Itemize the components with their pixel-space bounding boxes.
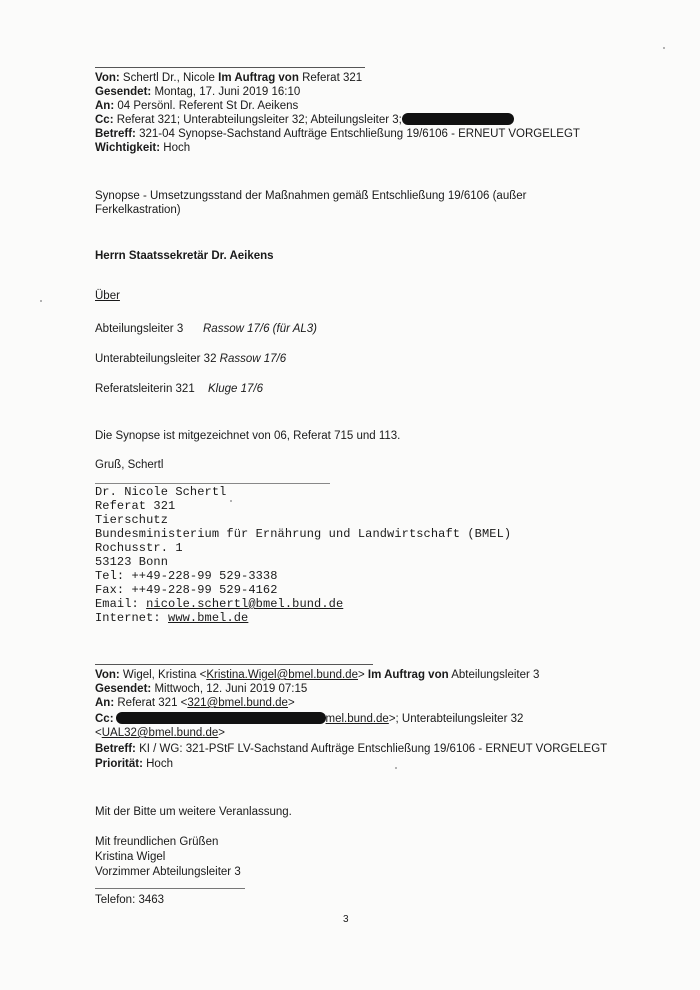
email1-body-line2: Ferkelkastration) (95, 204, 181, 216)
signature-unit: Referat 321 (95, 499, 176, 513)
signature-fax: Fax: ++49-228-99 529-4162 (95, 583, 278, 597)
email2-from-line: Von: Wigel, Kristina <Kristina.Wigel@bmel.bund.de> Im Auftrag von Abteilungsleiter 3 (95, 669, 540, 681)
header-separator (95, 67, 365, 68)
signature-city: 53123 Bonn (95, 555, 169, 569)
signature-name: Dr. Nicole Schertl (95, 485, 227, 499)
signature-street: Rochusstr. 1 (95, 541, 183, 555)
scan-speck (40, 300, 42, 302)
approval-row: Unterabteilungsleiter 32 Rassow 17/6 (95, 353, 287, 365)
approval-row: Abteilungsleiter 3 Rassow 17/6 (für AL3) (95, 323, 317, 335)
email1-sent-line: Gesendet: Montag, 17. Juni 2019 16:10 (95, 86, 301, 98)
email1-subject-line: Betreff: 321-04 Synopse-Sachstand Aufträge Entschließung 19/6106 - ERNEUT VORGELEGT (95, 128, 580, 140)
signature-topic: Tierschutz (95, 513, 169, 527)
email2-sender-link[interactable]: Kristina.Wigel@bmel.bund.de (206, 669, 358, 681)
email2-subject-line: Betreff: KI / WG: 321-PStF LV-Sachstand Aufträge Entschließung 19/6106 - ERNEUT VORGELEGT (95, 743, 608, 755)
ueber-label: Über (95, 290, 120, 302)
email2-cc-line: Cc: mel.bund.de>; Unterabteilungsleiter 32 (95, 713, 524, 725)
page-number: 3 (343, 914, 349, 925)
email2-cc-line2: <UAL32@bmel.bund.de> (95, 727, 225, 739)
email2-cc-link[interactable]: mel.bund.de (325, 713, 389, 725)
email2-priority-line: Priorität: Hoch (95, 758, 173, 770)
scan-speck (395, 767, 397, 769)
signature-website-link[interactable]: www.bmel.de (168, 611, 249, 625)
email2-sent-line: Gesendet: Mittwoch, 12. Juni 2019 07:15 (95, 683, 308, 695)
email2-to-line: An: Referat 321 <321@bmel.bund.de> (95, 697, 295, 709)
scan-speck (230, 500, 232, 502)
email2-body: Mit der Bitte um weitere Veranlassung. (95, 806, 292, 818)
signature-email-line: Email: nicole.schertl@bmel.bund.de (95, 597, 344, 611)
greeting: Gruß, Schertl (95, 459, 164, 471)
email2-phone: Telefon: 3463 (95, 894, 165, 906)
email1-from-line: Von: Schertl Dr., Nicole Im Auftrag von Referat 321 (95, 72, 363, 84)
email2-role: Vorzimmer Abteilungsleiter 3 (95, 866, 241, 878)
signature-email-link[interactable]: nicole.schertl@bmel.bund.de (146, 597, 344, 611)
email2-name: Kristina Wigel (95, 851, 166, 863)
cosign-line: Die Synopse ist mitgezeichnet von 06, Referat 715 und 113. (95, 430, 401, 442)
email2-signature-separator (95, 888, 245, 889)
email2-cc2-link[interactable]: UAL32@bmel.bund.de (101, 727, 219, 739)
email1-cc-line: Cc: Referat 321; Unterabteilungsleiter 32; Abteilungsleiter 3; (95, 113, 514, 127)
scan-speck (663, 47, 665, 49)
redaction-bar (116, 712, 326, 724)
signature-separator (95, 483, 330, 484)
email1-importance-line: Wichtigkeit: Hoch (95, 142, 191, 154)
email2-separator (95, 664, 373, 665)
email2-to-link[interactable]: 321@bmel.bund.de (187, 697, 288, 709)
redaction-bar (402, 113, 514, 125)
email1-to-line: An: 04 Persönl. Referent St Dr. Aeikens (95, 100, 299, 112)
signature-ministry: Bundesministerium für Ernährung und Landwirtschaft (BMEL) (95, 527, 512, 541)
signature-tel: Tel: ++49-228-99 529-3338 (95, 569, 278, 583)
email1-body-line1: Synopse - Umsetzungsstand der Maßnahmen gemäß Entschließung 19/6106 (außer (95, 190, 527, 202)
approval-row: Referatsleiterin 321 Kluge 17/6 (95, 383, 263, 395)
addressee: Herrn Staatssekretär Dr. Aeikens (95, 250, 274, 262)
signature-internet-line: Internet: www.bmel.de (95, 611, 249, 625)
email2-closing: Mit freundlichen Grüßen (95, 836, 219, 848)
